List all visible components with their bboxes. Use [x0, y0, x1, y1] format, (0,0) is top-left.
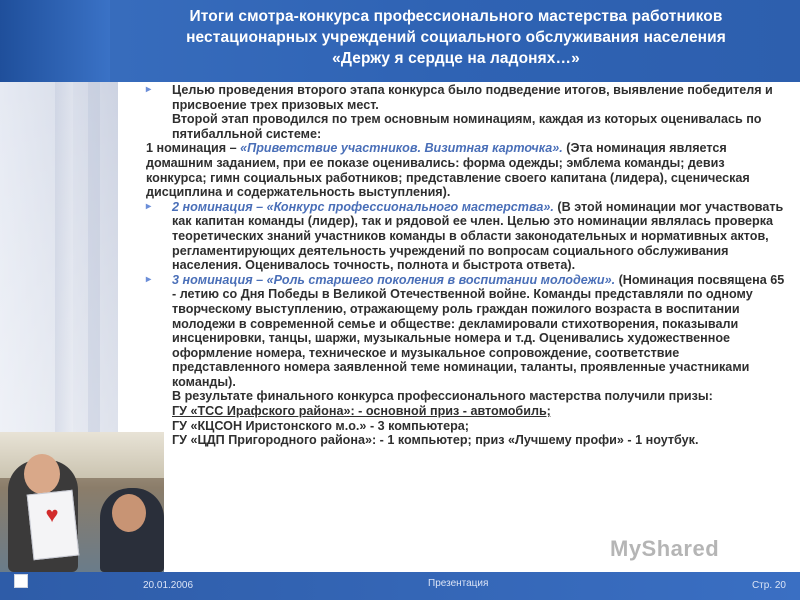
- bullet-arrow-icon: ▸: [146, 84, 152, 95]
- title-line-1: Итоги смотра-конкурса профессионального мастерства работников: [189, 8, 723, 25]
- prize-2: ГУ «КЦСОН Иристонского м.о.» - 3 компьютера;: [172, 418, 469, 433]
- watermark: MyShared: [610, 536, 720, 561]
- heart-icon: ♥: [45, 502, 59, 527]
- title-line-2: нестационарных учреждений социального обслуживания населения: [186, 29, 726, 46]
- footer-date: 20.01.2006: [143, 580, 194, 591]
- footer-label: Презентация: [428, 578, 489, 589]
- footer-page: Стр. 20: [751, 580, 786, 591]
- prize-1: ГУ «ТСС Ирафского района»: - основной приз - автомобиль;: [172, 404, 551, 419]
- nomination-2: ▸ 2 номинация – «Конкурс профессионального мастерства». (В этой номинации мог участвовать как капитан команды (лидер), так и рядовой ее член. Целью это номинации являлась проверка теоретических знаний участников команды в области законодательных и нормативных актов, регламентирующих деятельность учреждений по вопросам социального обслуживания населения. Оценивалось точность, полнота и быстрота ответа).: [146, 199, 784, 273]
- paragraph-goal: ▸ Целью проведения второго этапа конкурса было подведение итогов, выявление победителя и присвоение трех призовых мест.: [146, 83, 773, 112]
- prize-3: ГУ «ЦДП Пригородного района»: - 1 компьютер; приз «Лучшему профи» - 1 ноутбук.: [172, 433, 699, 448]
- bullet-arrow-icon: ▸: [146, 273, 152, 285]
- nomination-1: 1 номинация – «Приветствие участников. Визитная карточка». (Эта номинация является домашним заданием, при ее показе оценивались: форма одежды; эмблема команды; девиз конкурса; гимн социальных работников; представление своего капитана (лидера), сценическая дисциплина и содержательность выступления).: [146, 141, 750, 200]
- slide-body: [146, 83, 786, 448]
- footer-square: [14, 574, 28, 588]
- bullet-arrow-icon: ▸: [146, 200, 152, 212]
- title-line-3: «Держу я сердце на ладонях…»: [332, 50, 580, 67]
- title-band-stripe: [0, 0, 110, 82]
- event-photo: [0, 432, 164, 572]
- paragraph-stage: Второй этап проводился по трем основным номинациям, каждая из которых оценивалась по пятибалльной системе:: [172, 112, 762, 141]
- nomination-3: ▸ 3 номинация – «Роль старшего поколения в воспитании молодежи». (Номинация посвящена 65 - летию со Дня Победы в Великой Отечественной войне. Команды представляли по одному творческому выступлению, отражающему роль граждан пожилого возраста в воспитании молодежи в современной семье и обществе: декламировали стихотворения, показывали инсценировки, танцы, шаржи, музыкальные номера и т.д. Оценивались художественное оформление номера, техническое и музыкальное сопровождение, соответствие представленного номера заявленной теме номинации, таланты, проявленные участниками команды).: [146, 272, 785, 389]
- left-decor: [0, 82, 118, 432]
- slide-title: [118, 6, 794, 69]
- footer-bar: [0, 572, 800, 600]
- title-band: [0, 0, 800, 82]
- results-intro: В результате финального конкурса профессионального мастерства получили призы:: [172, 389, 713, 404]
